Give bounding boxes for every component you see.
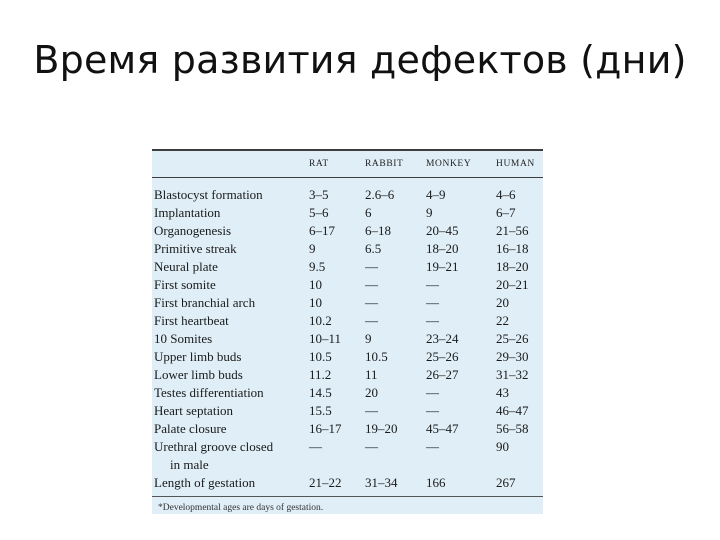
cell-human: 16–18: [496, 241, 529, 256]
cell-rat: 15.5: [309, 403, 332, 418]
cell-monkey: —: [426, 313, 439, 328]
table-row: [152, 312, 543, 330]
cell-monkey: 4–9: [426, 187, 446, 202]
cell-rat: 10: [309, 277, 322, 292]
row-label-text: Heart septation: [154, 403, 234, 418]
cell-monkey: 20–45: [426, 223, 459, 238]
cell-rat: 10.2: [309, 313, 332, 328]
row-label-text: First somite: [154, 277, 216, 292]
cell-monkey: 26–27: [426, 367, 459, 382]
cell-human: 90: [496, 439, 509, 454]
table-header-rule: [152, 177, 543, 178]
table-row: [152, 240, 543, 258]
cell-human: 43: [496, 385, 509, 400]
row-label-text: Organogenesis: [154, 223, 232, 238]
table-row: [152, 402, 543, 420]
row-label: [154, 366, 243, 384]
cell-human: 56–58: [496, 421, 529, 436]
cell-rat: 10: [309, 295, 322, 310]
table-row: [152, 348, 543, 366]
cell-rabbit: 2.6–6: [365, 187, 395, 202]
row-label: [154, 204, 220, 222]
row-label: [154, 474, 255, 492]
cell-human: 20–21: [496, 277, 529, 292]
row-label: [154, 312, 229, 330]
table-body: [152, 186, 543, 492]
row-label-text: Primitive streak: [154, 241, 237, 256]
cell-human: 46–47: [496, 403, 529, 418]
row-label-continuation: in male: [170, 457, 209, 472]
table-row: [152, 384, 543, 402]
slide-title: Время развития дефектов (дни): [33, 38, 687, 82]
cell-human: 21–56: [496, 223, 529, 238]
cell-rabbit: —: [365, 313, 378, 328]
cell-rabbit: —: [365, 259, 378, 274]
table-row: [152, 276, 543, 294]
table-row: [152, 366, 543, 384]
cell-rabbit: 20: [365, 385, 378, 400]
cell-rabbit: 6: [365, 205, 372, 220]
table-row: [152, 258, 543, 276]
cell-rabbit: 6–18: [365, 223, 391, 238]
row-label-text: Length of gestation: [154, 475, 256, 490]
cell-rabbit: —: [365, 403, 378, 418]
row-label: [154, 222, 231, 240]
table-row: [152, 438, 543, 474]
cell-rat: 11.2: [309, 367, 332, 382]
cell-rabbit: 6.5: [365, 241, 382, 256]
table-row: [152, 294, 543, 312]
row-label: [154, 438, 273, 474]
row-label-text: Neural plate: [154, 259, 218, 274]
cell-rat: 6–17: [309, 223, 335, 238]
cell-monkey: —: [426, 439, 439, 454]
cell-monkey: 18–20: [426, 241, 459, 256]
row-label: [154, 186, 263, 204]
table-row: [152, 222, 543, 240]
cell-monkey: 45–47: [426, 421, 459, 436]
row-label-text: Testes differentiation: [154, 385, 264, 400]
cell-rat: 3–5: [309, 187, 329, 202]
cell-human: 22: [496, 313, 509, 328]
column-header-rabbit: RABBIT: [365, 159, 404, 169]
cell-rabbit: 11: [365, 367, 378, 382]
row-label: [154, 258, 218, 276]
cell-monkey: 25–26: [426, 349, 459, 364]
table-row: [152, 420, 543, 438]
cell-rat: 14.5: [309, 385, 332, 400]
cell-rabbit: 19–20: [365, 421, 398, 436]
cell-rat: 9: [309, 241, 316, 256]
row-label: [154, 348, 241, 366]
cell-monkey: 166: [426, 475, 446, 490]
cell-rabbit: 9: [365, 331, 372, 346]
row-label: [154, 384, 264, 402]
cell-monkey: —: [426, 277, 439, 292]
column-header-human: HUMAN: [496, 159, 535, 169]
cell-monkey: 9: [426, 205, 433, 220]
row-label-text: 10 Somites: [154, 331, 213, 346]
cell-rat: 21–22: [309, 475, 342, 490]
cell-monkey: —: [426, 295, 439, 310]
cell-rat: —: [309, 439, 322, 454]
row-label-text: Upper limb buds: [154, 349, 242, 364]
cell-human: 6–7: [496, 205, 516, 220]
cell-human: 25–26: [496, 331, 529, 346]
cell-human: 4–6: [496, 187, 516, 202]
cell-human: 267: [496, 475, 516, 490]
row-label: [154, 330, 212, 348]
cell-monkey: 23–24: [426, 331, 459, 346]
row-label-text: Lower limb buds: [154, 367, 243, 382]
row-label-text: Palate closure: [154, 421, 227, 436]
cell-rat: 16–17: [309, 421, 342, 436]
cell-rabbit: 10.5: [365, 349, 388, 364]
row-label: [154, 294, 255, 312]
row-label-text: Urethral groove closed: [154, 439, 274, 454]
row-label: [154, 276, 216, 294]
row-label-text: Blastocyst formation: [154, 187, 263, 202]
cell-human: 18–20: [496, 259, 529, 274]
table-footnote: *Developmental ages are days of gestation.: [158, 503, 324, 513]
table-row: [152, 204, 543, 222]
column-header-rat: RAT: [309, 159, 329, 169]
table-bottom-rule: [152, 496, 543, 497]
row-label-text: Implantation: [154, 205, 221, 220]
cell-rat: 10.5: [309, 349, 332, 364]
cell-monkey: —: [426, 385, 439, 400]
table-row: [152, 474, 543, 492]
row-label: [154, 420, 227, 438]
cell-monkey: —: [426, 403, 439, 418]
row-label-text: First heartbeat: [154, 313, 229, 328]
row-label-text: First branchial arch: [154, 295, 256, 310]
cell-human: 31–32: [496, 367, 529, 382]
gestation-table: [152, 149, 543, 514]
table-row: [152, 186, 543, 204]
column-header-monkey: MONKEY: [426, 159, 472, 169]
cell-rabbit: 31–34: [365, 475, 398, 490]
cell-human: 20: [496, 295, 509, 310]
table-row: [152, 330, 543, 348]
cell-rabbit: —: [365, 295, 378, 310]
table-top-rule: [152, 149, 543, 151]
cell-rat: 5–6: [309, 205, 329, 220]
cell-monkey: 19–21: [426, 259, 459, 274]
cell-rat: 9.5: [309, 259, 326, 274]
cell-rat: 10–11: [309, 331, 342, 346]
cell-rabbit: —: [365, 439, 378, 454]
row-label: [154, 240, 237, 258]
cell-rabbit: —: [365, 277, 378, 292]
row-label: [154, 402, 233, 420]
cell-human: 29–30: [496, 349, 529, 364]
